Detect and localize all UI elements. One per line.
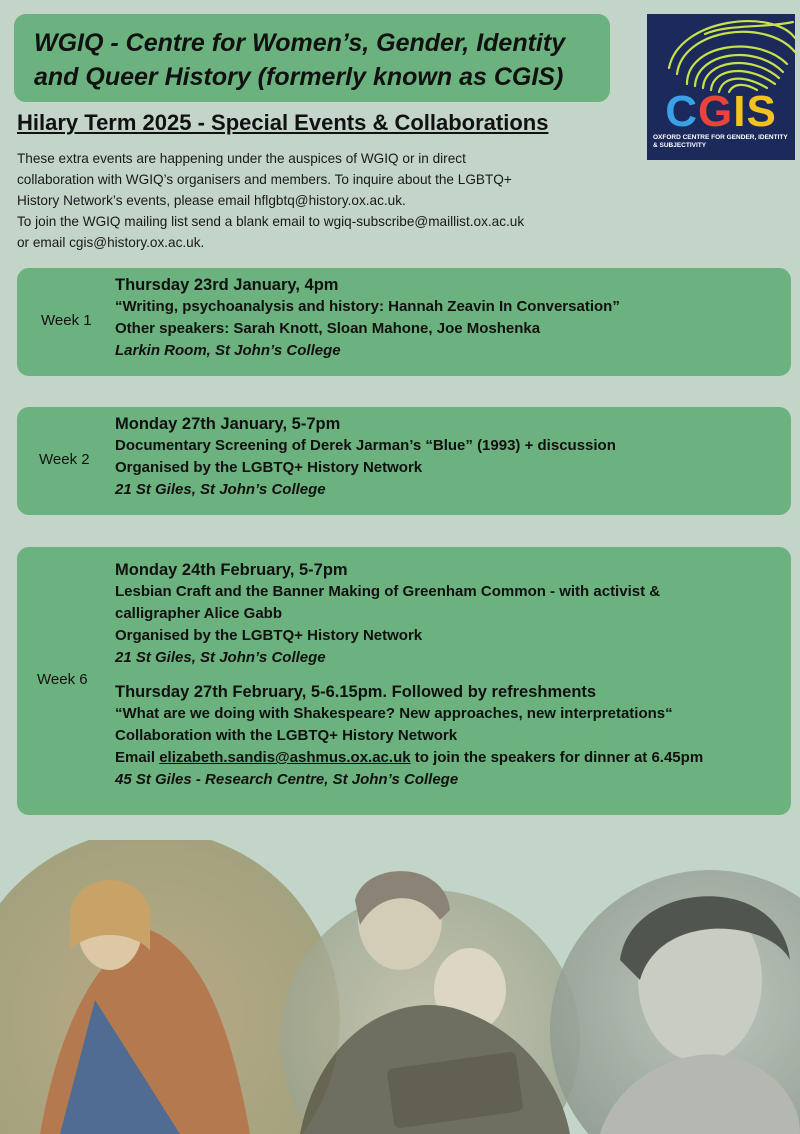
event-title: Documentary Screening of Derek Jarman’s “Blue” (1993) + discussion <box>115 437 616 454</box>
logo-letter-c: C <box>665 87 698 136</box>
logo-letter-i: I <box>733 87 747 136</box>
intro-line: or email cgis@history.ox.ac.uk. <box>17 235 205 250</box>
event-venue: 21 St Giles, St John’s College <box>115 649 326 666</box>
event-venue: 21 St Giles, St John’s College <box>115 481 326 498</box>
term-heading: Hilary Term 2025 - Special Events & Collaborations <box>17 110 549 135</box>
event-details <box>115 559 787 803</box>
week-6-card <box>17 547 791 815</box>
event-date: Monday 27th January, 5-7pm <box>115 415 341 433</box>
event-email-line <box>115 747 787 769</box>
intro-line: To join the WGIQ mailing list send a blank email to wgiq-subscribe@maillist.ox.ac.uk <box>17 214 525 229</box>
intro-line: History Network’s events, please email hflgbtq@history.ox.ac.uk. <box>17 193 406 208</box>
title-banner <box>14 14 610 102</box>
photo-collage <box>0 840 800 1134</box>
cgis-logo <box>647 14 795 160</box>
event-date: Monday 24th February, 5-7pm <box>115 561 348 579</box>
week-label: Week 1 <box>41 312 92 329</box>
event-item <box>115 559 787 669</box>
event-venue: 45 St Giles - Research Centre, St John’s College <box>115 771 459 788</box>
logo-wordmark <box>647 87 795 136</box>
event-title: “Writing, psychoanalysis and history: Hannah Zeavin In Conversation” <box>115 298 620 315</box>
event-title: “What are we doing with Shakespeare? New approaches, new interpretations“ <box>115 705 673 722</box>
email-suffix: to join the speakers for dinner at 6.45pm <box>410 749 704 766</box>
intro-text <box>17 148 617 253</box>
week-2-card <box>17 407 791 515</box>
event-venue: Larkin Room, St John’s College <box>115 342 341 359</box>
event-organiser: Organised by the LGBTQ+ History Network <box>115 459 423 476</box>
event-item <box>115 681 787 791</box>
logo-letter-g: G <box>697 87 734 136</box>
event-speakers: Other speakers: Sarah Knott, Sloan Mahone, Joe Moshenka <box>115 320 541 337</box>
intro-line: collaboration with WGIQ’s organisers and members. To inquire about the LGBTQ+ <box>17 172 512 187</box>
week-label: Week 2 <box>39 451 90 468</box>
week-label: Week 6 <box>37 671 88 688</box>
logo-letter-s: S <box>746 87 777 136</box>
event-details <box>115 274 787 362</box>
event-date: Thursday 27th February, 5-6.15pm. Followed by refreshments <box>115 683 597 701</box>
mother-child-photo <box>280 870 580 1134</box>
event-organiser: Organised by the LGBTQ+ History Network <box>115 627 423 644</box>
event-title-continued: calligrapher Alice Gabb <box>115 605 282 622</box>
event-date: Thursday 23rd January, 4pm <box>115 276 339 294</box>
event-details <box>115 413 787 501</box>
event-collaboration: Collaboration with the LGBTQ+ History Network <box>115 727 458 744</box>
logo-caption: OXFORD CENTRE FOR GENDER, IDENTITY & SUBJECTIVITY <box>653 134 788 149</box>
email-link[interactable]: elizabeth.sandis@ashmus.ox.ac.uk <box>159 749 411 766</box>
week-1-card <box>17 268 791 376</box>
page-title: WGIQ - Centre for Women’s, Gender, Identity and Queer History (formerly known as CGIS) <box>34 29 566 91</box>
intro-line: These extra events are happening under the auspices of WGIQ or in direct <box>17 151 466 166</box>
event-title: Lesbian Craft and the Banner Making of Greenham Common - with activist & <box>115 583 661 600</box>
woman-portrait-photo <box>550 870 800 1134</box>
email-prefix: Email <box>115 749 160 766</box>
